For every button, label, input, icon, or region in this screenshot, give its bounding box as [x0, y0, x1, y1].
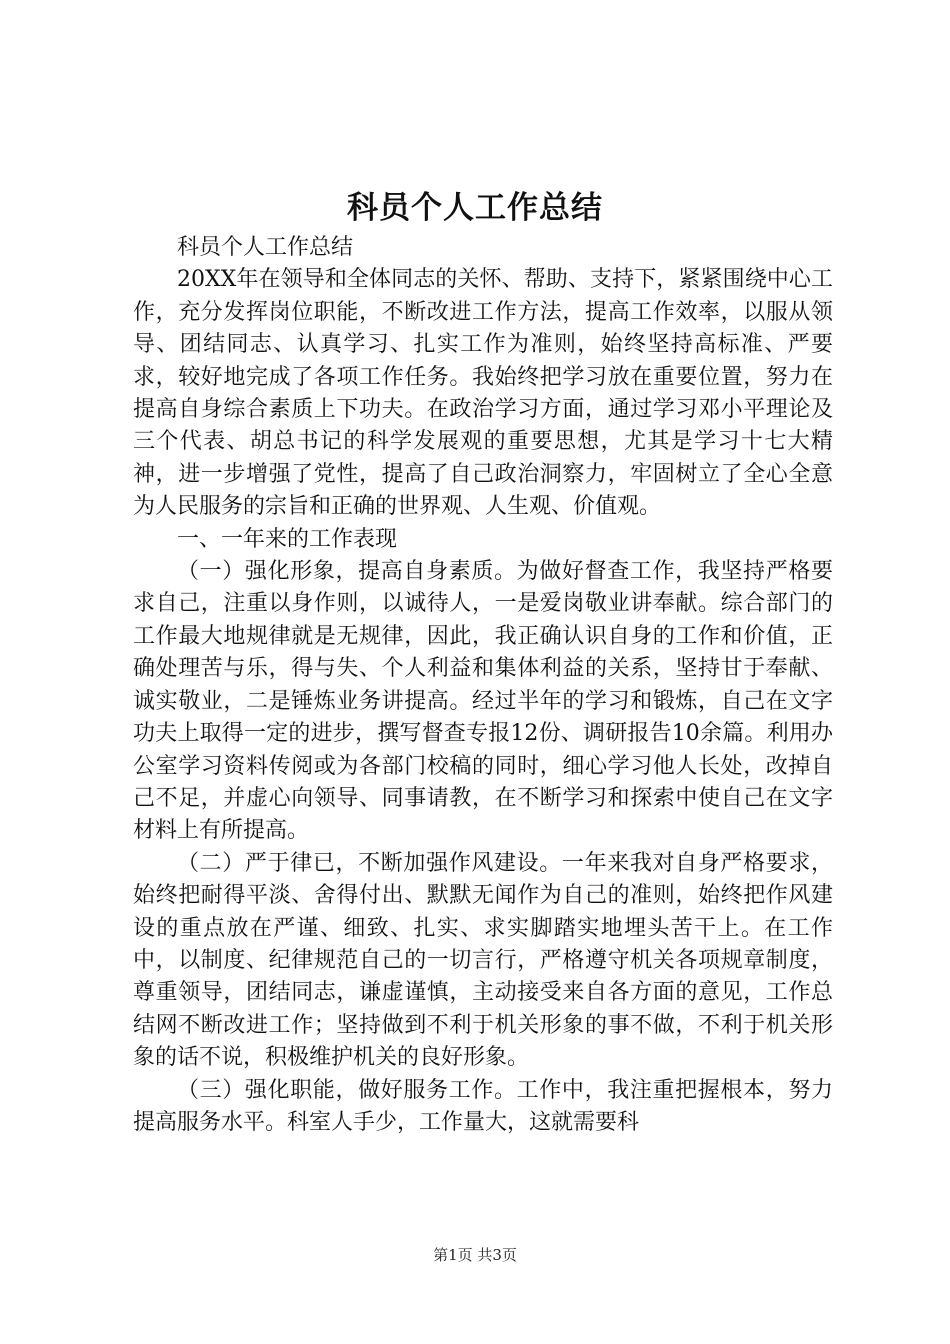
section-three-paragraph: （三）强化职能，做好服务工作。工作中，我注重把握根本，努力提高服务水平。科室人手少，工作量大，这就需要科: [133, 1077, 833, 1135]
document-title: 科员个人工作总结: [347, 190, 603, 226]
section-two-paragraph: （二）严于律已，不断加强作风建设。一年来我对自身严格要求，始终把耐得平淡、舍得付出、默默无闻作为自己的准则，始终把作风建设的重点放在严谨、细致、扎实、求实脚踏实地埋头苦干上。在工作中，以制度、纪律规范自己的一切言行，严格遵守机关各项规章制度，尊重领导，团结同志，谦虚谨慎，主动接受来自各方面的意见，工作总结网不断改进工作；坚持做到不利于机关形象的事不做，不利于机关形象的话不说，积极维护机关的良好形象。: [133, 850, 833, 1071]
section-one-paragraph: （一）强化形象，提高自身素质。为做好督查工作，我坚持严格要求自己，注重以身作则，以诚待人，一是爱岗敬业讲奉献。综合部门的工作最大地规律就是无规律，因此，我正确认识自身的工作和价值，正确处理苦与乐，得与失、个人利益和集体利益的关系，坚持甘于奉献、诚实敬业，二是锤炼业务讲提高。经过半年的学习和锻炼，自己在文字功夫上取得一定的进步，撰写督查专报12份、调研报告10余篇。利用办公室学习资料传阅或为各部门校稿的同时，细心学习他人长处，改掉自己不足，并虚心向领导、同事请教，在不断学习和探索中使自己在文字材料上有所提高。: [133, 559, 833, 844]
intro-paragraph: 20XX年在领导和全体同志的关怀、帮助、支持下，紧紧围绕中心工作，充分发挥岗位职能，不断改进工作方法，提高工作效率，以服从领导、团结同志、认真学习、扎实工作为准则，始终坚持高标准、严要求，较好地完成了各项工作任务。我始终把学习放在重要位置，努力在提高自身综合素质上下功夫。在政治学习方面，通过学习邓小平理论及三个代表、胡总书记的科学发展观的重要思想，尤其是学习十七大精神，进一步增强了党性，提高了自己政治洞察力，牢固树立了全心全意为人民服务的宗旨和正确的世界观、人生观、价值观。: [133, 267, 833, 520]
section-heading: 一、一年来的工作表现: [177, 526, 398, 552]
subtitle-paragraph: 科员个人工作总结: [177, 235, 354, 260]
document-body: [133, 232, 833, 1139]
page-number-footer: 第1页 共3页: [433, 1246, 517, 1264]
